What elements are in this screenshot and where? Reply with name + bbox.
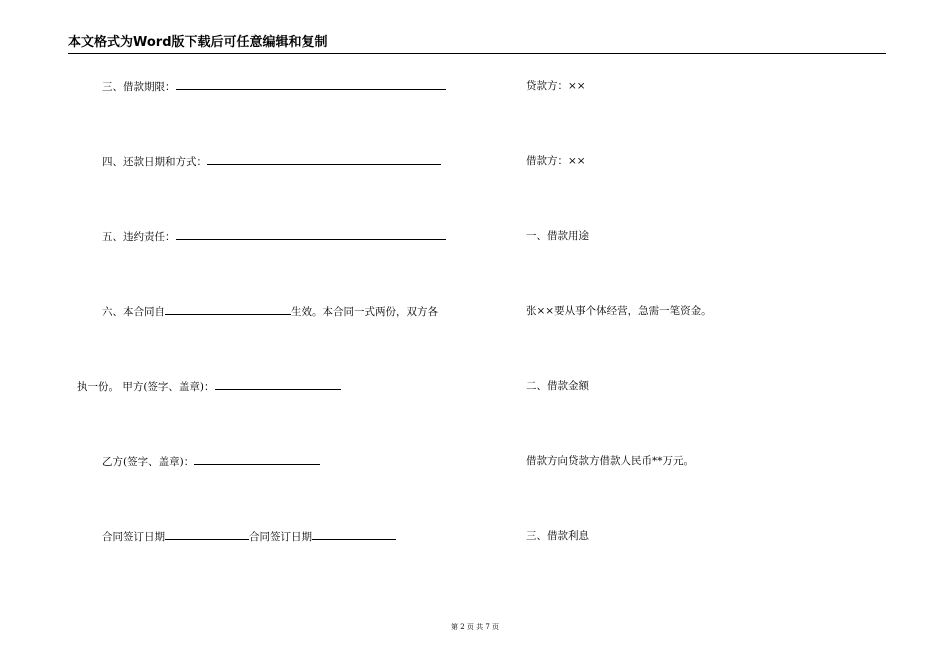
- sign-date-label-1: 合同签订日期: [102, 531, 165, 543]
- party-a-signature-blank: [215, 379, 341, 390]
- borrower-line: 借款方：××: [526, 155, 586, 167]
- page-footer: 第 2 页 共 7 页: [450, 623, 500, 631]
- party-a-line: [77, 379, 341, 394]
- party-a-label: 执一份。 甲方(签字、盖章)：: [77, 381, 215, 393]
- effective-date-blank: [165, 304, 291, 315]
- lender-line: 贷款方：××: [526, 80, 586, 92]
- party-b-line: [102, 454, 320, 469]
- sign-date-blank-1: [165, 529, 249, 540]
- sign-date-blank-2: [312, 529, 396, 540]
- effective-line: [102, 304, 438, 319]
- breach-line: [102, 229, 446, 244]
- term-line: [102, 79, 446, 94]
- breach-label: 五、违约责任：: [102, 231, 176, 243]
- repayment-blank: [207, 154, 441, 165]
- interest-heading: 三、借款利息: [526, 530, 589, 542]
- effective-prefix: 六、本合同自: [102, 306, 165, 318]
- term-label: 三、借款期限：: [102, 81, 176, 93]
- purpose-text: 张××要从事个体经营，急需一笔资金。: [526, 305, 712, 317]
- term-blank: [176, 79, 446, 90]
- repayment-label: 四、还款日期和方式：: [102, 156, 207, 168]
- effective-suffix: 生效。本合同一式两份，双方各: [291, 306, 438, 318]
- party-b-signature-blank: [194, 454, 320, 465]
- breach-blank: [176, 229, 446, 240]
- sign-date-line: [102, 529, 396, 544]
- header-title: 本文格式为Word版下载后可任意编辑和复制: [68, 35, 328, 50]
- repayment-line: [102, 154, 441, 169]
- amount-text: 借款方向贷款方借款人民币**万元。: [526, 455, 694, 467]
- sign-date-label-2: 合同签订日期: [249, 531, 312, 543]
- amount-heading: 二、借款金额: [526, 380, 589, 392]
- page-header: [68, 35, 886, 54]
- party-b-label: 乙方(签字、盖章)：: [102, 456, 195, 468]
- purpose-heading: 一、借款用途: [526, 230, 589, 242]
